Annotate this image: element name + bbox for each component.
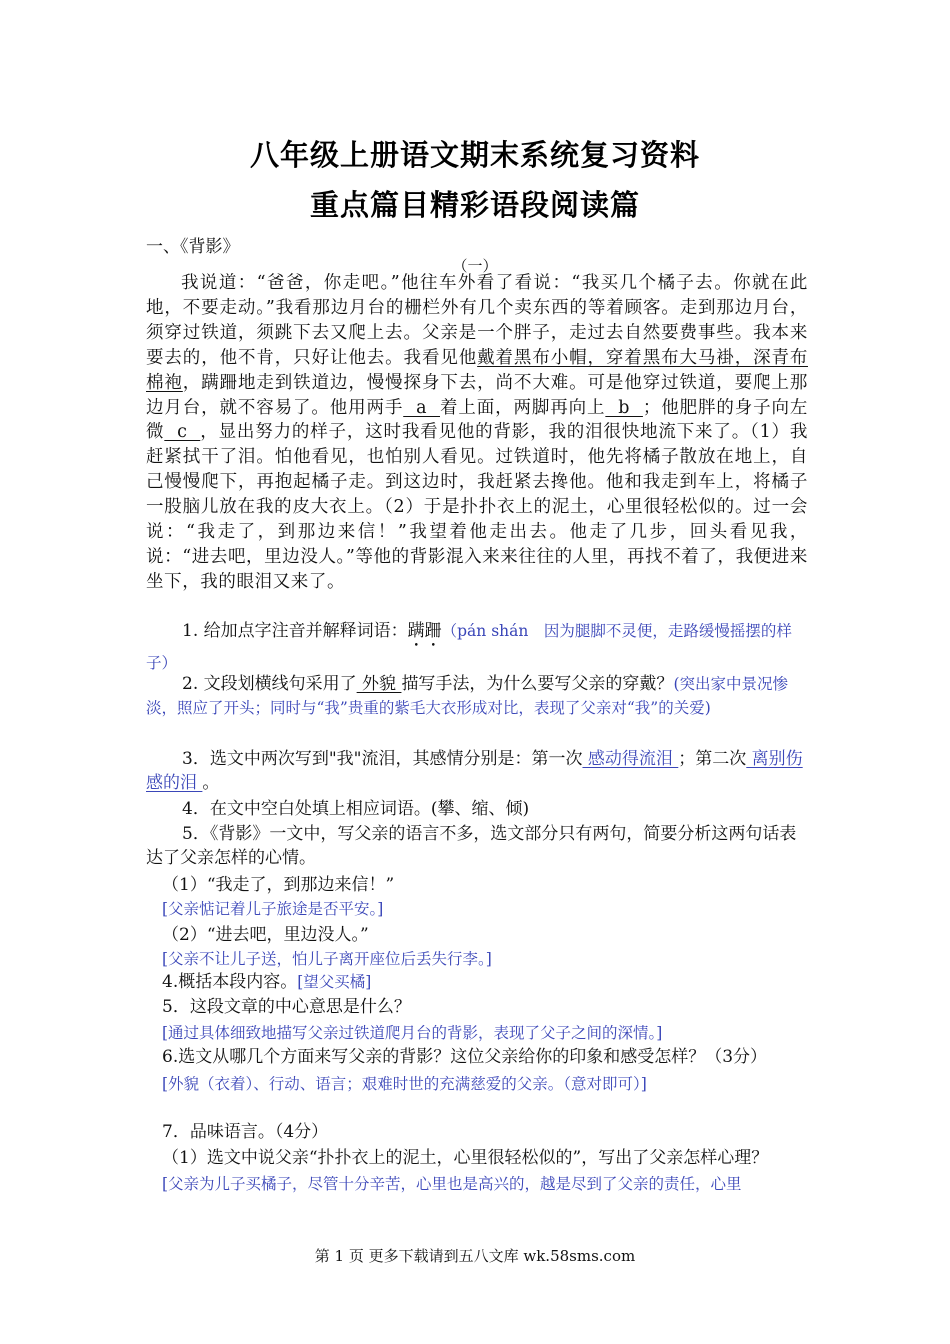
answer-text: (攀、缩、倾) bbox=[430, 799, 530, 819]
answer-text: [外貌（衣着）、行动、语言；艰难时世的充满慈爱的父亲。（意对即可）] bbox=[162, 1075, 647, 1093]
passage-text: 我说道：“爸爸，你走吧。”他往车外看了看说：“我买几个橘子去。你就在此地，不要走动。”我看那边月台的栅栏外有几个卖东西的等着顾客。走到那边月台，须穿过铁道，须跳下去又爬上去。父亲是一个胖子，走过去自然要费事些。我本来要去的，他不肯，只好让他去。我看见他 bbox=[146, 273, 808, 368]
question-5 bbox=[146, 822, 808, 971]
passage-text: ；他肥胖的身子向左微 bbox=[146, 397, 808, 443]
question-7 bbox=[146, 1120, 808, 1196]
question-text: 3．选文中两次写到"我"流泪，其感情分别是：第一次 bbox=[182, 749, 583, 769]
sub-heading: （一） bbox=[452, 257, 498, 275]
answer-text: [望父买橘] bbox=[297, 973, 372, 991]
question-4b bbox=[146, 970, 808, 994]
sub-question: （2）“进去吧，里边没人。” bbox=[162, 925, 369, 945]
answer-text: (突出家中景况惨淡，照应了开头；同时与“我”贵重的紫毛大衣形成对比，表现了父亲对“我”的关爱) bbox=[146, 675, 788, 717]
question-text: 1. 给加点字注音并解释词语： bbox=[182, 621, 408, 641]
answer-text: [通过具体细致地描写父亲过铁道爬月台的背影，表现了父子之间的深情。] bbox=[162, 1024, 663, 1042]
answer-blank: 外貌 bbox=[356, 674, 402, 694]
underlined-sentence: 戴着黑布小帽，穿着黑布大马褂，深青布棉袍 bbox=[146, 347, 808, 393]
passage-paragraph bbox=[146, 271, 808, 595]
question-text: 4.概括本段内容。 bbox=[162, 972, 298, 992]
reading-passage bbox=[146, 271, 808, 595]
dotted-word: 蹒跚 bbox=[407, 621, 442, 641]
sub-question: （1）选文中说父亲“扑扑衣上的泥土，心里很轻松似的”，写出了父亲怎样心理？ bbox=[162, 1148, 769, 1168]
question-text: 7．品味语言。（4分） bbox=[162, 1122, 329, 1142]
answer-text: [父亲不让儿子送，怕儿子离开座位后丢失行李。] bbox=[162, 950, 492, 968]
blank-c: c bbox=[164, 422, 201, 443]
question-5b bbox=[146, 995, 808, 1045]
page-footer: 第 1 页 更多下载请到五八文库 wk.58sms.com bbox=[314, 1247, 636, 1265]
question-text: 。 bbox=[202, 773, 220, 793]
question-6 bbox=[146, 1045, 808, 1096]
question-text: 描写手法，为什么要写父亲的穿戴？ bbox=[401, 674, 674, 694]
question-1 bbox=[146, 619, 808, 675]
answer-blank-1: 感动得流泪 bbox=[582, 749, 679, 769]
passage-text: ，蹒跚地走到铁道边，慢慢探身下去，尚不大难。可是他穿过铁道，要爬上那边月台，就不容易了。他用两手 bbox=[146, 372, 808, 418]
answer-text: [父亲为儿子买橘子，尽管十分辛苦，心里也是高兴的，越是尽到了父亲的责任，心里 bbox=[162, 1175, 742, 1193]
question-4 bbox=[146, 797, 808, 821]
answer-text: （pán shán 因为腿脚不灵便，走路缓慢摇摆的样子） bbox=[146, 622, 792, 672]
passage-text: 着上面，两脚再向上 bbox=[440, 397, 606, 418]
question-text: 5．《背影》一文中，写父亲的语言不多，选文部分只有两句，简要分析这两句话表达了父亲怎样的心情。 bbox=[146, 824, 797, 868]
answer-blank-2: 离别伤感的泪 bbox=[146, 749, 803, 793]
question-text: 6.选文从哪几个方面来写父亲的背影？这位父亲给你的印象和感受怎样？（3分） bbox=[162, 1047, 768, 1067]
document-subtitle: 重点篇目精彩语段阅读篇 bbox=[309, 188, 640, 222]
blank-b: b bbox=[605, 397, 643, 418]
document-title: 八年级上册语文期末系统复习资料 bbox=[249, 138, 700, 172]
question-text: ；第二次 bbox=[678, 749, 747, 769]
question-text: 4．在文中空白处填上相应词语。 bbox=[182, 799, 431, 819]
blank-a: a bbox=[403, 397, 440, 418]
sub-question: （1）“我走了，到那边来信！” bbox=[162, 875, 395, 895]
question-text: 2. 文段划横线句采用了 bbox=[182, 674, 357, 694]
question-2 bbox=[146, 672, 808, 720]
section-heading: 一、《背影》 bbox=[146, 237, 240, 257]
question-text: 5．这段文章的中心意思是什么？ bbox=[162, 997, 411, 1017]
answer-text: [父亲惦记着儿子旅途是否平安。] bbox=[162, 900, 384, 918]
question-3 bbox=[146, 747, 808, 795]
passage-text: ，显出努力的样子，这时我看见他的背影，我的泪很快地流下来了。（1）我赶紧拭干了泪。怕他看见，也怕别人看见。过铁道时，他先将橘子散放在地上，自己慢慢爬下，再抱起橘子走。到这边时，我赶紧去搀他。他和我走到车上，将橘子一股脑儿放在我的皮大衣上。（2）于是扑扑衣上的泥土，心里很轻松似的。过一会说：“我走了，到那边来信！”我望着他走出去。他走了几步，回头看见我，说：“进去吧，里边没人。”等他的背影混入来来往往的人里，再找不着了，我便进来坐下，我的眼泪又来了。 bbox=[146, 422, 808, 592]
